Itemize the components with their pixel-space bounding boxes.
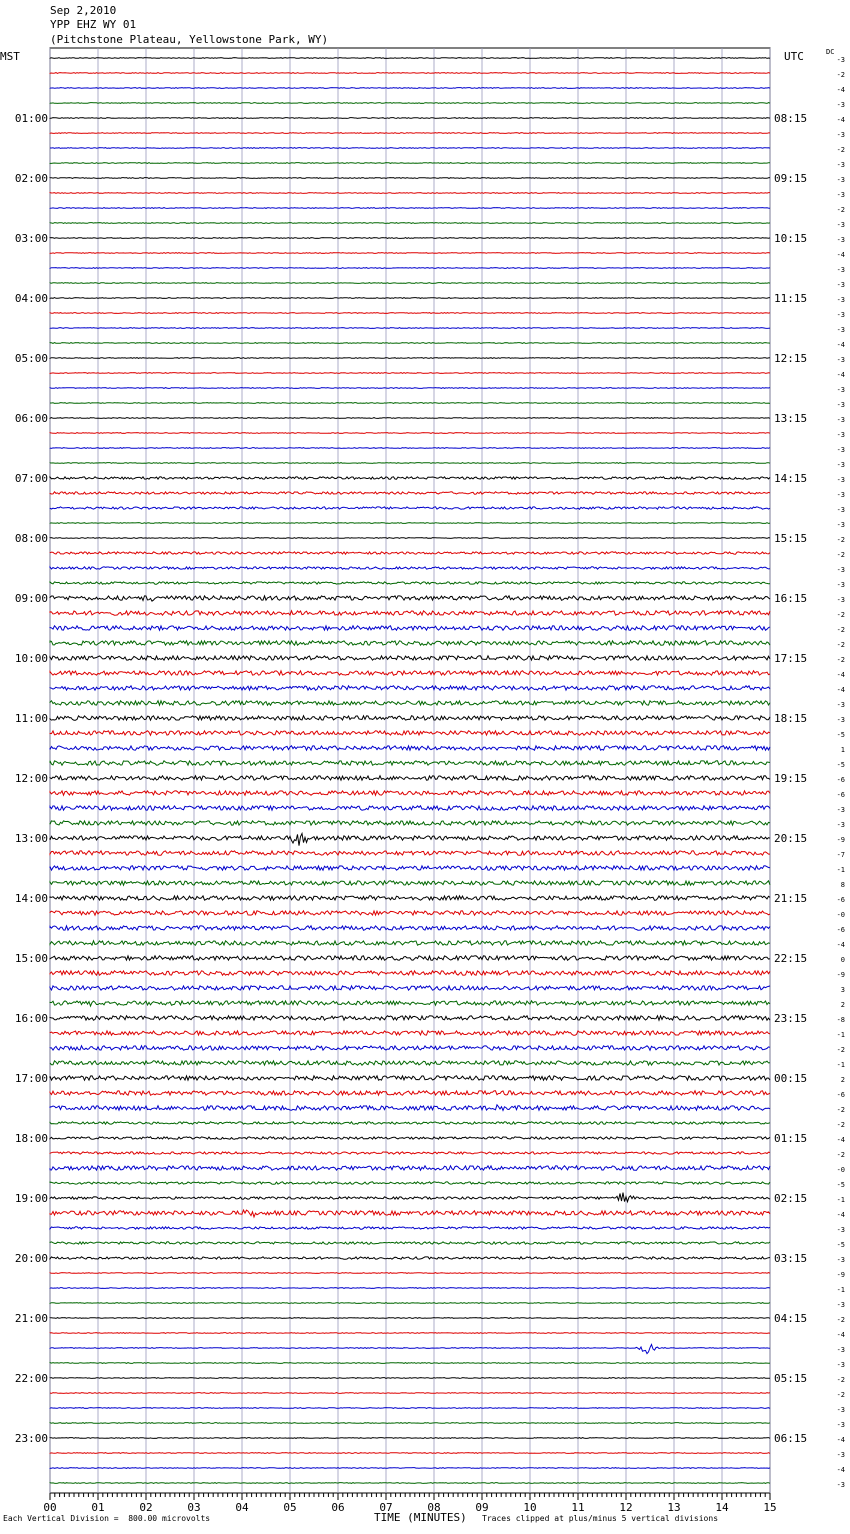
- dc-offset-label: -4: [836, 1331, 845, 1339]
- dc-offset-label: -1: [836, 866, 845, 874]
- dc-offset-label: -2: [836, 656, 845, 664]
- dc-offset-label: -3: [836, 191, 845, 199]
- x-tick-label: 09: [475, 1501, 489, 1514]
- x-tick-label: 11: [571, 1501, 585, 1514]
- seismogram-trace: [50, 1031, 770, 1035]
- seismogram-trace: [50, 388, 770, 389]
- seismogram-trace: [50, 238, 770, 239]
- dc-offset-label: -3: [836, 716, 845, 724]
- mst-hour-label: 23:00: [14, 1432, 48, 1445]
- utc-hour-label: 14:15: [774, 472, 808, 485]
- x-tick-label: 14: [715, 1501, 729, 1514]
- dc-offset-label: -3: [836, 506, 845, 514]
- dc-offset-label: -9: [836, 971, 845, 979]
- dc-offset-label: -3: [836, 806, 845, 814]
- dc-offset-label: 0: [840, 956, 845, 964]
- seismogram-trace: [50, 1242, 770, 1244]
- dc-offset-label: -3: [836, 1481, 845, 1489]
- mst-hour-label: 10:00: [14, 652, 48, 665]
- dc-offset-label: -3: [836, 491, 845, 499]
- seismogram-trace: [50, 1483, 770, 1484]
- seismogram-trace: [50, 731, 770, 735]
- seismogram-trace: [50, 567, 770, 569]
- seismogram-trace: [50, 1257, 770, 1259]
- dc-offset-label: -2: [836, 1046, 845, 1054]
- seismogram-trace: [50, 343, 770, 344]
- dc-offset-label: -4: [836, 1136, 845, 1144]
- chart-station: YPP EHZ WY 01: [50, 18, 137, 31]
- utc-hour-label: 05:15: [774, 1372, 808, 1385]
- dc-offset-label: -3: [836, 1226, 845, 1234]
- seismogram-trace: [50, 1137, 770, 1139]
- plot-frame: [50, 48, 770, 1493]
- dc-offset-label: -3: [836, 566, 845, 574]
- seismogram-trace: [50, 1438, 770, 1439]
- seismogram-trace: [50, 1061, 770, 1065]
- utc-hour-label: 01:15: [774, 1132, 808, 1145]
- utc-hour-label: 06:15: [774, 1432, 808, 1445]
- mst-hour-label: 15:00: [14, 952, 48, 965]
- seismogram-trace: [50, 671, 770, 675]
- seismogram-trace: [50, 1378, 770, 1379]
- seismogram-trace: [50, 552, 770, 555]
- dc-offset-label: -4: [836, 1466, 845, 1474]
- mst-hour-label: 02:00: [14, 172, 48, 185]
- dc-offset-label: -3: [836, 311, 845, 319]
- dc-offset-label: -6: [836, 791, 845, 799]
- seismogram-trace: [50, 641, 770, 645]
- mst-hour-label: 20:00: [14, 1252, 48, 1265]
- mst-hour-label: 13:00: [14, 832, 48, 845]
- dc-offset-label: -6: [836, 776, 845, 784]
- seismogram-trace: [50, 1318, 770, 1319]
- seismogram-trace: [50, 313, 770, 314]
- utc-hour-label: 04:15: [774, 1312, 808, 1325]
- seismogram-trace: [50, 1453, 770, 1454]
- mst-hour-label: 01:00: [14, 112, 48, 125]
- mst-hour-label: 14:00: [14, 892, 48, 905]
- seismogram-trace: [50, 941, 770, 945]
- seismogram-trace: [50, 896, 770, 900]
- dc-offset-label: -3: [836, 281, 845, 289]
- seismogram-trace: [50, 88, 770, 89]
- dc-offset-label: -3: [836, 266, 845, 274]
- mst-hour-label: 16:00: [14, 1012, 48, 1025]
- dc-offset-label: -2: [836, 536, 845, 544]
- dc-offset-label: -2: [836, 1391, 845, 1399]
- seismogram-trace: [50, 1273, 770, 1274]
- dc-offset-label: -2: [836, 551, 845, 559]
- mst-hour-label: 03:00: [14, 232, 48, 245]
- seismogram-trace: [50, 834, 770, 846]
- utc-hour-label: 19:15: [774, 772, 808, 785]
- mst-hour-label: 04:00: [14, 292, 48, 305]
- seismogram-trace: [50, 148, 770, 149]
- utc-hour-label: 03:15: [774, 1252, 808, 1265]
- x-axis-title: TIME (MINUTES): [374, 1511, 467, 1524]
- dc-offset-label: -3: [836, 1406, 845, 1414]
- utc-hour-label: 23:15: [774, 1012, 808, 1025]
- seismogram-trace: [50, 911, 770, 915]
- dc-offset-label: -1: [836, 1061, 845, 1069]
- x-tick-label: 00: [43, 1501, 57, 1514]
- seismogram-trace: [50, 866, 770, 870]
- dc-offset-label: -4: [836, 86, 845, 94]
- seismogram-trace: [50, 373, 770, 374]
- dc-offset-label: -4: [836, 1211, 845, 1219]
- utc-hour-label: 21:15: [774, 892, 808, 905]
- seismogram-trace: [50, 1303, 770, 1304]
- dc-offset-label: -3: [836, 326, 845, 334]
- seismogram-trace: [50, 1182, 770, 1184]
- dc-offset-label: -3: [836, 446, 845, 454]
- dc-offset-label: -5: [836, 731, 845, 739]
- seismogram-trace: [50, 492, 770, 494]
- dc-offset-label: 8: [840, 881, 845, 889]
- seismogram-trace: [50, 1423, 770, 1424]
- mst-hour-label: 05:00: [14, 352, 48, 365]
- utc-hour-label: 15:15: [774, 532, 808, 545]
- dc-offset-label: -3: [836, 356, 845, 364]
- x-tick-label: 15: [763, 1501, 777, 1514]
- seismogram-trace: [50, 448, 770, 449]
- seismogram-trace: [50, 1227, 770, 1229]
- seismogram-trace: [50, 178, 770, 179]
- seismogram-trace: [50, 791, 770, 795]
- dc-offset-label: -3: [836, 431, 845, 439]
- seismogram-trace: [50, 1091, 770, 1095]
- dc-offset-label: -2: [836, 641, 845, 649]
- x-tick-label: 02: [139, 1501, 153, 1514]
- seismogram-trace: [50, 1076, 770, 1080]
- seismogram-trace: [50, 986, 770, 990]
- utc-hour-label: 02:15: [774, 1192, 808, 1205]
- dc-offset-label: -3: [836, 161, 845, 169]
- seismogram-trace: [50, 1152, 770, 1154]
- seismogram-trace: [50, 626, 770, 630]
- seismogram-trace: [50, 806, 770, 810]
- x-tick-label: 05: [283, 1501, 297, 1514]
- x-tick-label: 04: [235, 1501, 249, 1514]
- dc-offset-label: -0: [836, 1166, 845, 1174]
- x-tick-label: 08: [427, 1501, 441, 1514]
- seismogram-trace: [50, 58, 770, 59]
- seismogram-trace: [50, 686, 770, 690]
- utc-axis-title: UTC: [784, 50, 804, 63]
- seismogram-trace: [50, 1393, 770, 1394]
- mst-axis-title: MST: [0, 50, 20, 63]
- dc-label: DC: [826, 48, 835, 56]
- seismogram-trace: [50, 1288, 770, 1289]
- seismogram-trace: [50, 208, 770, 209]
- seismogram-trace: [50, 463, 770, 464]
- dc-offset-label: -3: [836, 461, 845, 469]
- utc-hour-label: 08:15: [774, 112, 808, 125]
- seismogram-trace: [50, 163, 770, 164]
- x-tick-label: 12: [619, 1501, 633, 1514]
- dc-offset-label: -5: [836, 1241, 845, 1249]
- seismogram-trace: [50, 73, 770, 74]
- dc-offset-label: -4: [836, 941, 845, 949]
- seismogram-trace: [50, 523, 770, 524]
- seismogram-trace: [50, 701, 770, 705]
- dc-offset-label: 3: [840, 986, 845, 994]
- seismogram-trace: [50, 1122, 770, 1124]
- dc-offset-label: -3: [836, 1301, 845, 1309]
- dc-offset-label: -3: [836, 401, 845, 409]
- seismogram-trace: [50, 1345, 770, 1354]
- dc-offset-label: 2: [840, 1001, 845, 1009]
- dc-offset-label: 1: [840, 746, 845, 754]
- dc-offset-label: -6: [836, 926, 845, 934]
- seismogram-trace: [50, 328, 770, 329]
- mst-hour-label: 08:00: [14, 532, 48, 545]
- seismogram-trace: [50, 103, 770, 104]
- seismogram-trace: [50, 611, 770, 615]
- dc-offset-label: -9: [836, 1271, 845, 1279]
- utc-hour-label: 00:15: [774, 1072, 808, 1085]
- dc-offset-label: -3: [836, 236, 845, 244]
- seismogram-trace: [50, 118, 770, 119]
- seismogram-trace: [50, 956, 770, 960]
- seismogram-trace: [50, 358, 770, 359]
- seismogram-trace: [50, 1046, 770, 1050]
- seismogram-trace: [50, 1408, 770, 1409]
- dc-offset-label: -2: [836, 71, 845, 79]
- seismogram-trace: [50, 538, 770, 539]
- utc-hour-label: 18:15: [774, 712, 808, 725]
- seismogram-trace: [50, 971, 770, 975]
- dc-offset-label: -3: [836, 221, 845, 229]
- dc-offset-label: -3: [836, 416, 845, 424]
- seismogram-trace: [50, 433, 770, 434]
- dc-offset-label: -4: [836, 116, 845, 124]
- dc-offset-label: -3: [836, 581, 845, 589]
- dc-offset-label: -3: [836, 101, 845, 109]
- dc-offset-label: -2: [836, 1376, 845, 1384]
- mst-hour-label: 06:00: [14, 412, 48, 425]
- dc-offset-label: -2: [836, 1316, 845, 1324]
- x-tick-label: 06: [331, 1501, 345, 1514]
- mst-hour-label: 19:00: [14, 1192, 48, 1205]
- dc-offset-label: -3: [836, 1421, 845, 1429]
- dc-offset-label: -2: [836, 1151, 845, 1159]
- seismogram-trace: [50, 477, 770, 479]
- seismogram-trace: [50, 851, 770, 855]
- mst-hour-label: 17:00: [14, 1072, 48, 1085]
- utc-hour-label: 12:15: [774, 352, 808, 365]
- utc-hour-label: 13:15: [774, 412, 808, 425]
- dc-offset-label: -7: [836, 851, 845, 859]
- dc-offset-label: -3: [836, 521, 845, 529]
- seismogram-trace: [50, 761, 770, 765]
- utc-hour-label: 22:15: [774, 952, 808, 965]
- mst-hour-label: 11:00: [14, 712, 48, 725]
- dc-offset-label: -3: [836, 1346, 845, 1354]
- mst-hour-label: 12:00: [14, 772, 48, 785]
- utc-hour-label: 10:15: [774, 232, 808, 245]
- dc-offset-label: -3: [836, 1451, 845, 1459]
- seismogram-trace: [50, 223, 770, 224]
- dc-offset-label: -3: [836, 701, 845, 709]
- dc-offset-label: -4: [836, 341, 845, 349]
- dc-offset-label: -2: [836, 626, 845, 634]
- seismogram-trace: [50, 418, 770, 419]
- seismogram-trace: [50, 507, 770, 510]
- dc-offset-label: -1: [836, 1196, 845, 1204]
- x-tick-label: 01: [91, 1501, 105, 1514]
- dc-offset-label: -6: [836, 1091, 845, 1099]
- seismogram-trace: [50, 1166, 770, 1170]
- dc-offset-label: -2: [836, 611, 845, 619]
- seismogram-trace: [50, 582, 770, 584]
- dc-offset-label: -4: [836, 671, 845, 679]
- seismogram-trace: [50, 283, 770, 284]
- seismogram-trace: [50, 716, 770, 720]
- footer-scale-note: Each Vertical Division = 800.00 microvolts: [3, 1514, 211, 1523]
- dc-offset-label: -4: [836, 686, 845, 694]
- seismogram-trace: [50, 656, 770, 660]
- seismogram-trace: [50, 776, 770, 780]
- x-tick-label: 07: [379, 1501, 393, 1514]
- mst-hour-label: 09:00: [14, 592, 48, 605]
- seismogram-trace: [50, 1363, 770, 1364]
- footer-clip-note: Traces clipped at plus/minus 5 vertical divisions: [482, 1514, 719, 1523]
- mst-hour-label: 21:00: [14, 1312, 48, 1325]
- dc-offset-label: -2: [836, 146, 845, 154]
- mst-hour-label: 22:00: [14, 1372, 48, 1385]
- mst-hour-label: 07:00: [14, 472, 48, 485]
- seismogram-trace: [50, 403, 770, 404]
- seismogram-trace: [50, 1468, 770, 1469]
- seismogram-trace: [50, 926, 770, 930]
- dc-offset-label: -1: [836, 1031, 845, 1039]
- dc-offset-label: -3: [836, 1361, 845, 1369]
- dc-offset-label: -4: [836, 1436, 845, 1444]
- dc-offset-label: 2: [840, 1076, 845, 1084]
- seismogram-trace: [50, 133, 770, 134]
- dc-offset-label: -3: [836, 476, 845, 484]
- utc-hour-label: 11:15: [774, 292, 808, 305]
- dc-offset-label: -3: [836, 176, 845, 184]
- dc-offset-label: -1: [836, 1286, 845, 1294]
- dc-offset-label: -3: [836, 386, 845, 394]
- dc-offset-label: -3: [836, 296, 845, 304]
- dc-offset-label: -3: [836, 1256, 845, 1264]
- seismogram-trace: [50, 193, 770, 194]
- dc-offset-label: -3: [836, 56, 845, 64]
- utc-hour-label: 16:15: [774, 592, 808, 605]
- seismogram-trace: [50, 253, 770, 254]
- seismogram-trace: [50, 881, 770, 885]
- dc-offset-label: -4: [836, 251, 845, 259]
- dc-offset-label: -8: [836, 1016, 845, 1024]
- dc-offset-label: -3: [836, 596, 845, 604]
- x-tick-label: 03: [187, 1501, 201, 1514]
- utc-hour-label: 20:15: [774, 832, 808, 845]
- dc-offset-label: -2: [836, 206, 845, 214]
- dc-offset-label: -6: [836, 896, 845, 904]
- dc-offset-label: -9: [836, 836, 845, 844]
- seismogram-trace: [50, 1016, 770, 1020]
- mst-hour-label: 18:00: [14, 1132, 48, 1145]
- seismogram-trace: [50, 1001, 770, 1006]
- dc-offset-label: -5: [836, 761, 845, 769]
- dc-offset-label: -2: [836, 1106, 845, 1114]
- dc-offset-label: -3: [836, 131, 845, 139]
- x-tick-label: 10: [523, 1501, 537, 1514]
- seismogram-trace: [50, 268, 770, 269]
- seismogram-trace: [50, 298, 770, 299]
- chart-date: Sep 2,2010: [50, 4, 117, 17]
- dc-offset-label: -0: [836, 911, 845, 919]
- seismogram-trace: [50, 1333, 770, 1334]
- chart-location: (Pitchstone Plateau, Yellowstone Park, WY): [50, 33, 329, 46]
- seismogram-trace: [50, 821, 770, 825]
- utc-hour-label: 09:15: [774, 172, 808, 185]
- seismogram-trace: [50, 596, 770, 601]
- seismogram-trace: [50, 1105, 770, 1111]
- dc-offset-label: -5: [836, 1181, 845, 1189]
- utc-hour-label: 17:15: [774, 652, 808, 665]
- dc-offset-label: -3: [836, 821, 845, 829]
- x-tick-label: 13: [667, 1501, 681, 1514]
- dc-offset-label: -4: [836, 371, 845, 379]
- dc-offset-label: -2: [836, 1121, 845, 1129]
- seismogram-trace: [50, 1193, 770, 1202]
- seismogram-trace: [50, 746, 770, 750]
- seismogram-trace: [50, 1210, 770, 1217]
